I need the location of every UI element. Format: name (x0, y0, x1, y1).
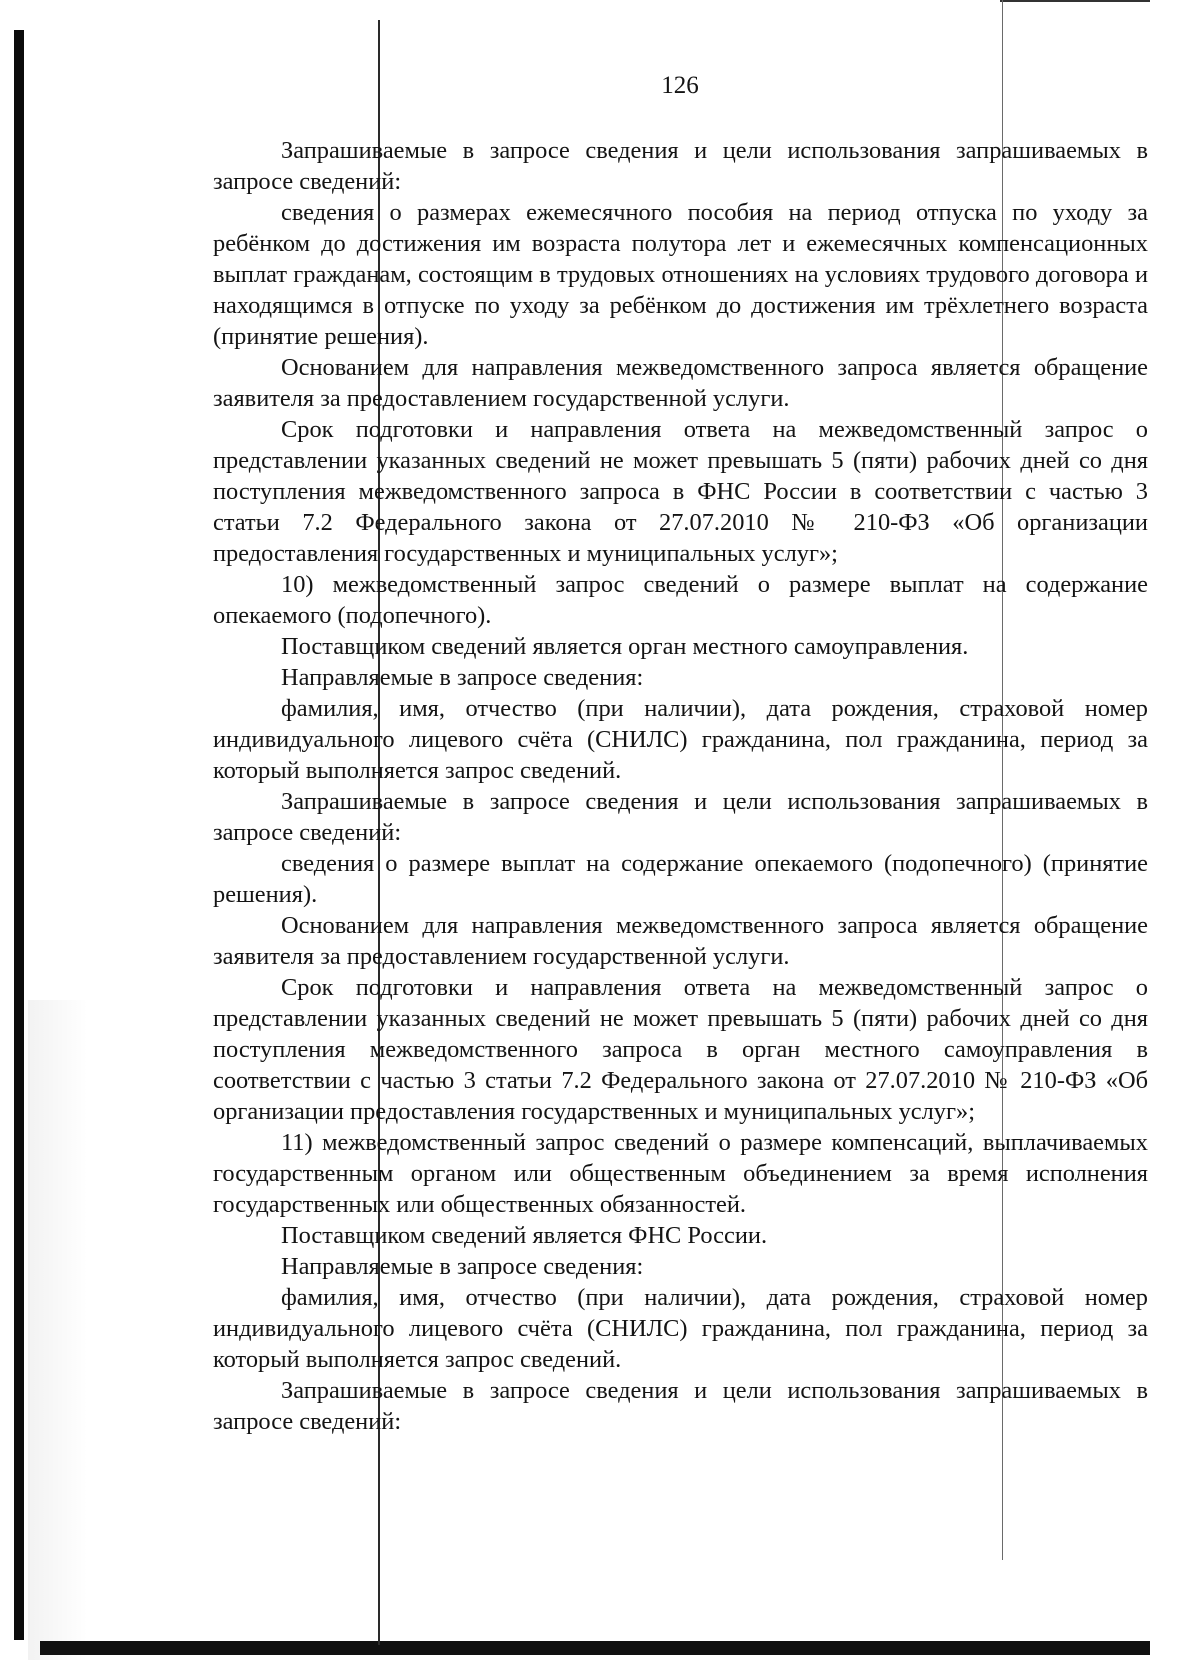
paragraph: Запрашиваемые в запросе сведения и цели использования запрашиваемых в запросе сведений: (213, 137, 1148, 195)
paragraph: Основанием для направления межведомственного запроса является обращение заявителя за предоставлением государственной услуги. (213, 912, 1148, 970)
document-body (213, 135, 1148, 1437)
paragraph: сведения о размерах ежемесячного пособия на период отпуска по уходу за ребёнком до достижения им возраста полутора лет и ежемесячных компенсационных выплат гражданам, состоящим в трудовых отношениях на условиях трудового договора и находящимся в отпуске по уходу за ребёнком до достижения им трёхлетнего возраста (принятие решения). (213, 199, 1148, 350)
scan-bottom-edge (40, 1641, 1150, 1655)
paragraph: 11) межведомственный запрос сведений о размере компенсаций, выплачиваемых государственным органом или общественным объединением за время исполнения государственных или общественных обязанностей. (213, 1129, 1148, 1218)
paragraph: Запрашиваемые в запросе сведения и цели использования запрашиваемых в запросе сведений: (213, 1377, 1148, 1435)
paragraph: Срок подготовки и направления ответа на межведомственный запрос о представлении указанных сведений не может превышать 5 (пяти) рабочих дней со дня поступления межведомственного запроса в ФНС России в соответствии с частью 3 статьи 7.2 Федерального закона от 27.07.2010 № 210-ФЗ «Об организации предоставления государственных и муниципальных услуг»; (213, 416, 1148, 567)
paragraph: сведения о размере выплат на содержание опекаемого (подопечного) (принятие решения). (213, 850, 1148, 908)
scan-left-edge (14, 30, 24, 1640)
scan-shadow (28, 1000, 88, 1660)
paragraph: 10) межведомственный запрос сведений о размере выплат на содержание опекаемого (подопечного). (213, 571, 1148, 629)
paragraph: Запрашиваемые в запросе сведения и цели использования запрашиваемых в запросе сведений: (213, 788, 1148, 846)
paragraph: фамилия, имя, отчество (при наличии), дата рождения, страховой номер индивидуального лицевого счёта (СНИЛС) гражданина, пол гражданина, период за который выполняется запрос сведений. (213, 695, 1148, 784)
paragraph: Поставщиком сведений является орган местного самоуправления. (281, 633, 969, 660)
paragraph: Направляемые в запросе сведения: (281, 1253, 644, 1280)
paragraph: Поставщиком сведений является ФНС России. (281, 1222, 768, 1249)
scan-top-mark (1000, 0, 1150, 2)
paragraph: фамилия, имя, отчество (при наличии), дата рождения, страховой номер индивидуального лицевого счёта (СНИЛС) гражданина, пол гражданина, период за который выполняется запрос сведений. (213, 1284, 1148, 1373)
paragraph: Направляемые в запросе сведения: (281, 664, 644, 691)
paragraph: Срок подготовки и направления ответа на межведомственный запрос о представлении указанных сведений не может превышать 5 (пяти) рабочих дней со дня поступления межведомственного запроса в орган местного самоуправления в соответствии с частью 3 статьи 7.2 Федерального закона от 27.07.2010 № 210-ФЗ «Об организации предоставления государственных и муниципальных услуг»; (213, 974, 1148, 1125)
paragraph: Основанием для направления межведомственного запроса является обращение заявителя за предоставлением государственной услуги. (213, 354, 1148, 412)
page-number: 126 (661, 72, 699, 99)
